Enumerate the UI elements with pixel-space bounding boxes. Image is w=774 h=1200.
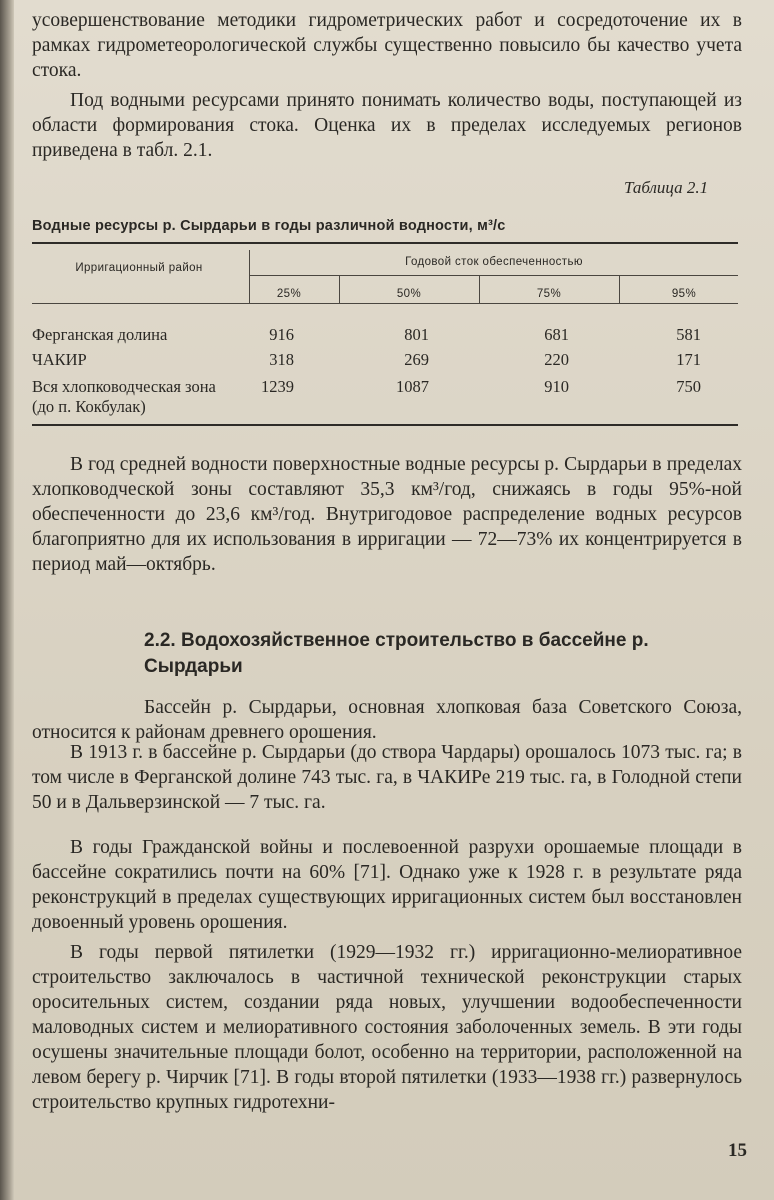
table-cell: 318 [269, 350, 294, 369]
table-header-pct: 95% [671, 288, 697, 300]
table-cell: 581 [676, 325, 701, 344]
table-header-rule [32, 303, 738, 304]
table-cell: 916 [269, 325, 294, 344]
table-divider [249, 250, 250, 303]
table-row-label: Ферганская долина [32, 325, 168, 344]
table-cell: 269 [404, 350, 429, 369]
table-cell: 1239 [261, 377, 294, 396]
paragraph-water-resources: Под водными ресурсами принято понимать количество воды, поступающей из области формирования стока. Оценка их в пределах исследуемых регионов приведена в табл. 2.1. [32, 90, 742, 161]
table-header-pct: 25% [276, 288, 302, 300]
table-header-group: Годовой сток обеспеченностью [405, 256, 583, 268]
paragraph-intro-continued: усовершенствование методики гидрометрических работ и сосредоточение их в рамках гидрометеорологической службы существенно повысило бы качество учета стока. [32, 10, 742, 81]
paragraph-1913: В 1913 г. в бассейне р. Сырдарьи (до створа Чардары) орошалось 1073 тыс. га; в том числе в Ферганской долине 743 тыс. га, в ЧАКИРе 219 тыс. га, в Голодной степи 50 и в Дальверзинской — 7 тыс. га. [32, 742, 742, 813]
table-divider [339, 276, 340, 303]
table-row-label: ЧАКИР [32, 350, 87, 369]
table-header-pct: 75% [536, 288, 562, 300]
paragraph-civil-war: В годы Гражданской войны и послевоенной разрухи орошаемые площади в бассейне сократились почти на 60% [71]. Однако уже к 1928 г. в результате ряда реконструкций в пределах существующих ирригационных систем был восстановлен довоенный уровень орошения. [32, 837, 742, 933]
table-cell: 681 [544, 325, 569, 344]
book-binding [0, 0, 14, 1200]
table-header-region: Ирригационный район [75, 262, 203, 274]
table-row-label: Вся хлопководческая зона (до п. Кокбулак) [32, 377, 216, 416]
table-header-pct: 50% [396, 288, 422, 300]
page-number: 15 [728, 1140, 747, 1161]
paragraph-after-table: В год средней водности поверхностные водные ресурсы р. Сырдарьи в пределах хлопководческой зоны составляют 35,3 км³/год, снижаясь в годы 95%-ной обеспеченности до 23,6 км³/год. Внутригодовое распределение водных ресурсов благоприятно для их использования в ирригации — 72—73% их концентрируется в период май—октябрь. [32, 454, 742, 575]
table-cell: 750 [676, 377, 701, 396]
table-cell: 1087 [396, 377, 429, 396]
section-heading: 2.2. Водохозяйственное строительство в бассейне р. Сырдарьи [144, 630, 649, 677]
table-cell: 171 [676, 350, 701, 369]
paragraph-basin: Бассейн р. Сырдарьи, основная хлопковая база Советского Союза, относится к районам древнего орошения. [32, 697, 742, 743]
table-bottom-rule [32, 424, 738, 426]
table-cell: 220 [544, 350, 569, 369]
table-divider [619, 276, 620, 303]
table-caption: Таблица 2.1 [624, 178, 709, 197]
table-top-rule [32, 242, 738, 244]
table-cell: 801 [404, 325, 429, 344]
table-cell: 910 [544, 377, 569, 396]
table-title: Водные ресурсы р. Сырдарьи в годы различной водности, м³/с [32, 218, 506, 234]
paragraph-five-year-plans: В годы первой пятилетки (1929—1932 гг.) ирригационно-мелиоративное строительство заключалось в частичной технической реконструкции старых оросительных систем, создании ряда новых, улучшении водообеспеченности маловодных систем и мелиоративного состояния заболоченных земель. В эти годы осушены значительные площади болот, особенно на территории, расположенной на левом берегу р. Чирчик [71]. В годы второй пятилетки (1933—1938 гг.) развернулось строительство крупных гидротехни- [32, 942, 742, 1113]
table-divider [479, 276, 480, 303]
book-page [14, 0, 774, 1200]
table-group-rule [250, 275, 738, 276]
